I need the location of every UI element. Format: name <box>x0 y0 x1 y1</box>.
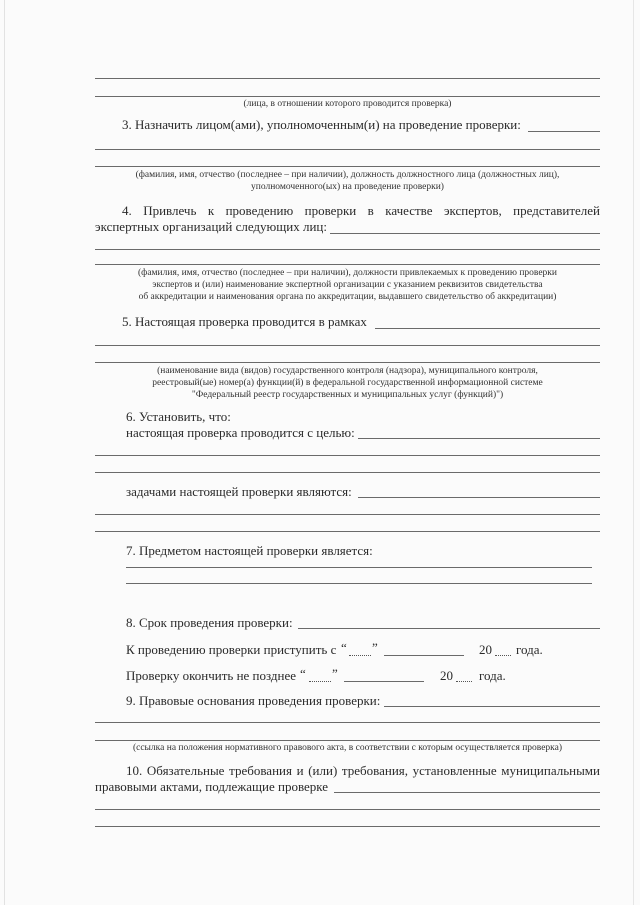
item-6-tasks-text: задачами настоящей проверки являются: <box>126 484 352 499</box>
experts-line-1 <box>95 249 600 250</box>
start-open-quote: “ <box>341 640 347 655</box>
caption-subject: (лица, в отношении которого проводится проверка) <box>243 99 452 109</box>
requirements-line-2 <box>95 826 600 827</box>
caption-officials-2: уполномоченного(ых) на проведение проверки) <box>251 182 444 192</box>
start-close-quote: ” <box>372 640 378 655</box>
item-4-text-2: экспертных организаций следующих лиц: <box>95 219 327 234</box>
item-5-text: 5. Настоящая проверка проводится в рамках <box>122 314 367 329</box>
end-label: Проверку окончить не позднее <box>126 668 297 683</box>
subject-line-2 <box>95 96 600 97</box>
caption-experts-1: (фамилия, имя, отчество (последнее – при наличии), должности привлекаемых к проведению проверки <box>138 268 557 278</box>
start-year-prefix: 20 <box>479 642 492 657</box>
item-3-fill-line <box>528 131 600 132</box>
item-9-text: 9. Правовые основания проведения проверки: <box>126 693 381 708</box>
goal-line-1 <box>95 455 600 456</box>
legal-line-1 <box>95 722 600 723</box>
tasks-line-1 <box>95 514 600 515</box>
caption-experts-2: экспертов и (или) наименование экспертной организации с указанием реквизитов свидетельства <box>152 280 543 290</box>
officials-line-1 <box>95 149 600 150</box>
subject-matter-line-2 <box>126 583 592 584</box>
item-4-fill-line <box>330 233 600 234</box>
end-close-quote: ” <box>332 666 338 681</box>
caption-control-1: (наименование вида (видов) государственного контроля (надзора), муниципального контроля, <box>157 366 538 376</box>
control-line-2 <box>95 362 600 363</box>
start-year-suffix: года. <box>516 642 543 657</box>
item-10-text-1: 10. Обязательные требования и (или) требования, установленные муниципальными <box>126 763 600 778</box>
scan-edge-right <box>633 0 634 905</box>
officials-line-2 <box>95 166 600 167</box>
item-7-text: 7. Предметом настоящей проверки является: <box>126 543 373 558</box>
control-line-1 <box>95 345 600 346</box>
item-4-text-1: 4. Привлечь к проведению проверки в качестве экспертов, представителей <box>122 203 600 218</box>
caption-control-3: "Федеральный реестр государственных и муниципальных услуг (функций)") <box>191 390 504 400</box>
end-year-field <box>456 681 472 682</box>
item-6-goal-text: настоящая проверка проводится с целью: <box>126 425 355 440</box>
subject-matter-line-1 <box>126 567 592 568</box>
goal-line-2 <box>95 472 600 473</box>
subject-line-1 <box>95 78 600 79</box>
end-year-prefix: 20 <box>440 668 453 683</box>
item-5-fill-line <box>375 328 600 329</box>
caption-legal: (ссылка на положения нормативного правового акта, в соответствии с которым осуществляется проверка) <box>132 743 563 753</box>
item-8-text: 8. Срок проведения проверки: <box>126 615 293 630</box>
legal-fill-line <box>384 706 600 707</box>
end-year-suffix: года. <box>479 668 506 683</box>
term-fill-line <box>298 628 600 629</box>
end-open-quote: “ <box>300 666 306 681</box>
caption-control-2: реестровый(ые) номер(а) функции(й) в федеральной государственной информационной системе <box>152 378 543 388</box>
caption-officials-1: (фамилия, имя, отчество (последнее – при наличии), должность должностного лица (должностных лиц), <box>135 170 560 180</box>
end-day-field <box>309 681 331 682</box>
end-month-field <box>344 681 424 682</box>
start-label: К проведению проверки приступить с <box>126 642 337 657</box>
requirements-fill-line <box>334 792 600 793</box>
tasks-line-2 <box>95 531 600 532</box>
scan-edge-left <box>4 0 5 905</box>
tasks-fill-line <box>358 497 600 498</box>
item-6-text: 6. Установить, что: <box>126 409 231 424</box>
item-10-text-2: правовыми актами, подлежащие проверке <box>95 779 329 794</box>
requirements-line-1 <box>95 809 600 810</box>
caption-experts-3: об аккредитации и наименования органа по аккредитации, выдавшего свидетельство об аккредитации) <box>138 292 557 302</box>
start-year-field <box>495 655 511 656</box>
experts-line-2 <box>95 264 600 265</box>
item-3-text: 3. Назначить лицом(ами), уполномоченным(и) на проведение проверки: <box>122 117 521 132</box>
goal-fill-line <box>358 438 600 439</box>
legal-line-2 <box>95 740 600 741</box>
start-day-field <box>349 655 371 656</box>
start-month-field <box>384 655 464 656</box>
